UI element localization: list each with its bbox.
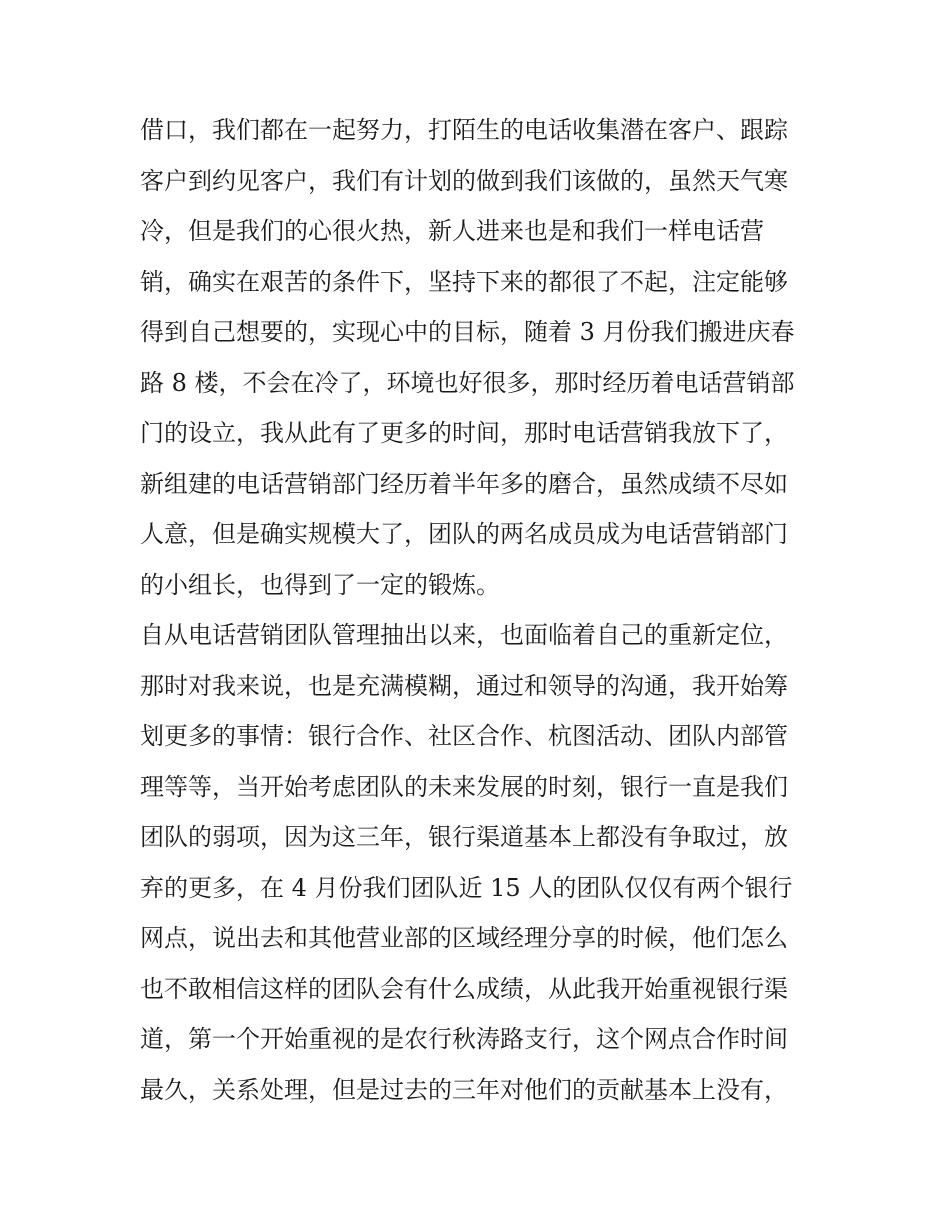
text-line: 得到自己想要的，实现心中的目标，随着 3 月份我们搬进庆春 [140,318,795,346]
text-line: 销，确实在艰苦的条件下，坚持下来的都很了不起，注定能够 [140,267,788,296]
text-line: 弃的更多，在 4 月份我们团队近 15 人的团队仅仅有两个银行 [140,873,793,902]
text-line: 门的设立，我从此有了更多的时间，那时电话营销我放下了， [140,419,788,447]
text-line: 客户到约见客户，我们有计划的做到我们该做的，虽然天气寒 [140,166,788,195]
text-line: 新组建的电话营销部门经历着半年多的磨合，虽然成绩不尽如 [140,469,788,498]
text-line: 网点，说出去和其他营业部的区域经理分享的时候，他们怎么 [140,924,788,952]
text-line: 团队的弱项，因为这三年，银行渠道基本上都没有争取过，放 [140,823,788,851]
text-line: 冷，但是我们的心很火热，新人进来也是和我们一样电话营 [140,217,764,245]
text-line: 人意，但是确实规模大了，团队的两名成员成为电话营销部门 [140,520,788,548]
text-line: 借口，我们都在一起努力，打陌生的电话收集潜在客户、跟踪 [140,116,788,144]
text-line: 自从电话营销团队管理抽出以来，也面临着自己的重新定位， [140,621,788,649]
text-line: 划更多的事情：银行合作、社区合作、杭图活动、团队内部管 [140,722,788,750]
body-text [140,112,820,1122]
text-line: 的小组长，也得到了一定的锻炼。 [140,570,500,599]
text-line: 理等等，当开始考虑团队的未来发展的时刻，银行一直是我们 [140,772,788,801]
text-line: 道，第一个开始重视的是农行秋涛路支行，这个网点合作时间 [140,1025,788,1053]
text-line: 那时对我来说，也是充满模糊，通过和领导的沟通，我开始筹 [140,671,788,700]
text-line: 路 8 楼，不会在冷了，环境也好很多，那时经历着电话营销部 [140,368,795,397]
text-line: 最久，关系处理，但是过去的三年对他们的贡献基本上没有， [140,1075,788,1104]
text-line: 也不敢相信这样的团队会有什么成绩，从此我开始重视银行渠 [140,974,788,1003]
